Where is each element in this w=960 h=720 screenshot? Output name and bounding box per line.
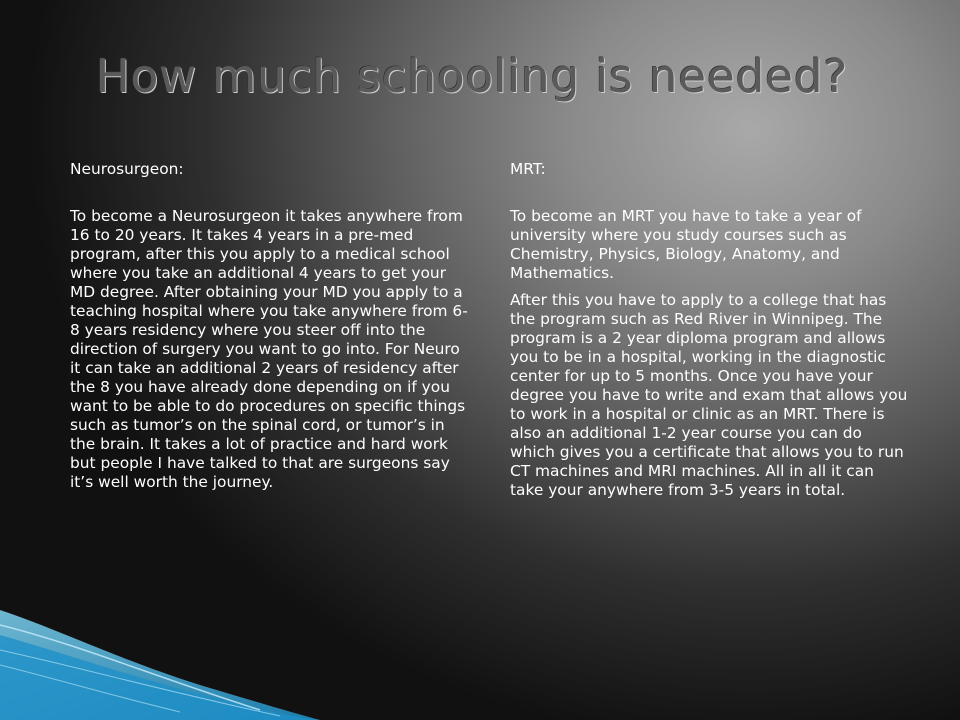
left-heading: Neurosurgeon: — [70, 160, 184, 178]
left-column — [70, 160, 470, 500]
right-paragraph-2: After this you have to apply to a college that has the program such as Red River in Winnipeg. The program is a 2 year diploma program and allows you to be in a hospital, working in the diagnostic center for up to 5 months. Once you have your degree you have to write and exam that allows you to work in a hospital or clinic as an MRT. There is also an additional 1-2 year course you can do which gives you a certificate that allows you to run CT machines and MRI machines. All in all it can take your anywhere from 3-5 years in total. — [510, 291, 908, 499]
corner-wave-decoration — [0, 590, 320, 720]
slide-title: How much schooling is needed? — [96, 50, 849, 103]
right-paragraph-1: To become an MRT you have to take a year of university where you study courses such as Chemistry, Physics, Biology, Anatomy, and Mathematics. — [510, 207, 862, 282]
right-column — [510, 160, 910, 508]
left-paragraph: To become a Neurosurgeon it takes anywhere from 16 to 20 years. It takes 4 years in a pre-med program, after this you apply to a medical school where you take an additional 4 years to get your MD degree. After obtaining your MD you apply to a teaching hospital where you take anywhere from 6-8 years residency where you steer off into the direction of surgery you want to go into. For Neuro it can take an additional 2 years of residency after the 8 you have already done depending on if you want to be able to do procedures on specific things such as tumor’s on the spinal cord, or tumor’s in the brain. It takes a lot of practice and hard work but people I have talked to that are surgeons say it’s well worth the journey. — [70, 207, 468, 491]
right-heading: MRT: — [510, 160, 546, 178]
